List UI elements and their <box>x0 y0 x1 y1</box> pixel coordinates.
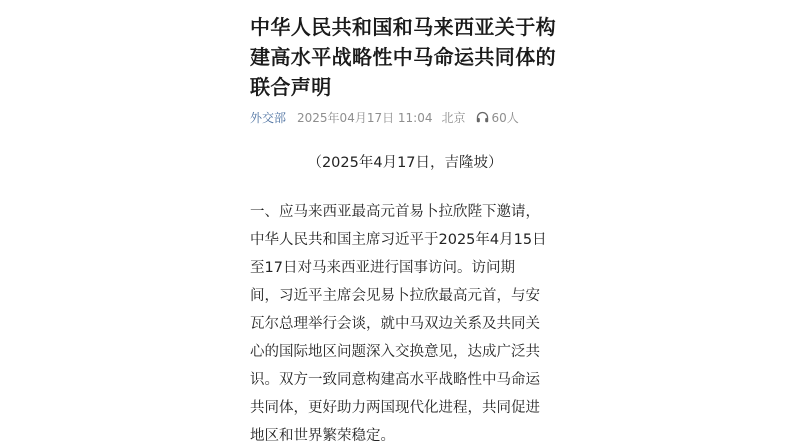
listener-count: 60人 <box>491 110 519 125</box>
title-line: 建高水平战略性中马命运共同体的 <box>250 45 556 69</box>
article-body <box>250 198 560 448</box>
publish-location: 北京 <box>441 110 466 125</box>
body-line: 瓦尔总理举行会谈，就中马双边关系及共同关 <box>250 316 540 332</box>
title-line: 联合声明 <box>250 75 332 99</box>
article-meta <box>250 107 519 127</box>
publish-datetime: 2025年04月17日 11:04 <box>297 110 433 125</box>
body-line: 间，习近平主席会见易卜拉欣最高元首，与安 <box>250 288 540 304</box>
body-line: 地区和世界繁荣稳定。 <box>250 428 395 444</box>
body-line: 一、应马来西亚最高元首易卜拉欣陛下邀请， <box>250 204 540 220</box>
article-title <box>250 12 560 102</box>
body-line: 至17日对马来西亚进行国事访问。访问期 <box>250 260 515 276</box>
dateline: （2025年4月17日，吉隆坡） <box>307 155 503 171</box>
headphones-icon <box>476 111 489 123</box>
body-line: 中华人民共和国主席习近平于2025年4月15日 <box>250 232 547 248</box>
source-link[interactable]: 外交部 <box>250 110 287 125</box>
listen-button[interactable] <box>476 109 519 126</box>
body-line: 心的国际地区问题深入交换意见，达成广泛共 <box>250 344 540 360</box>
title-line: 中华人民共和国和马来西亚关于构 <box>250 15 556 39</box>
body-line: 共同体，更好助力两国现代化进程，共同促进 <box>250 400 540 416</box>
body-line: 识。双方一致同意构建高水平战略性中马命运 <box>250 372 540 388</box>
